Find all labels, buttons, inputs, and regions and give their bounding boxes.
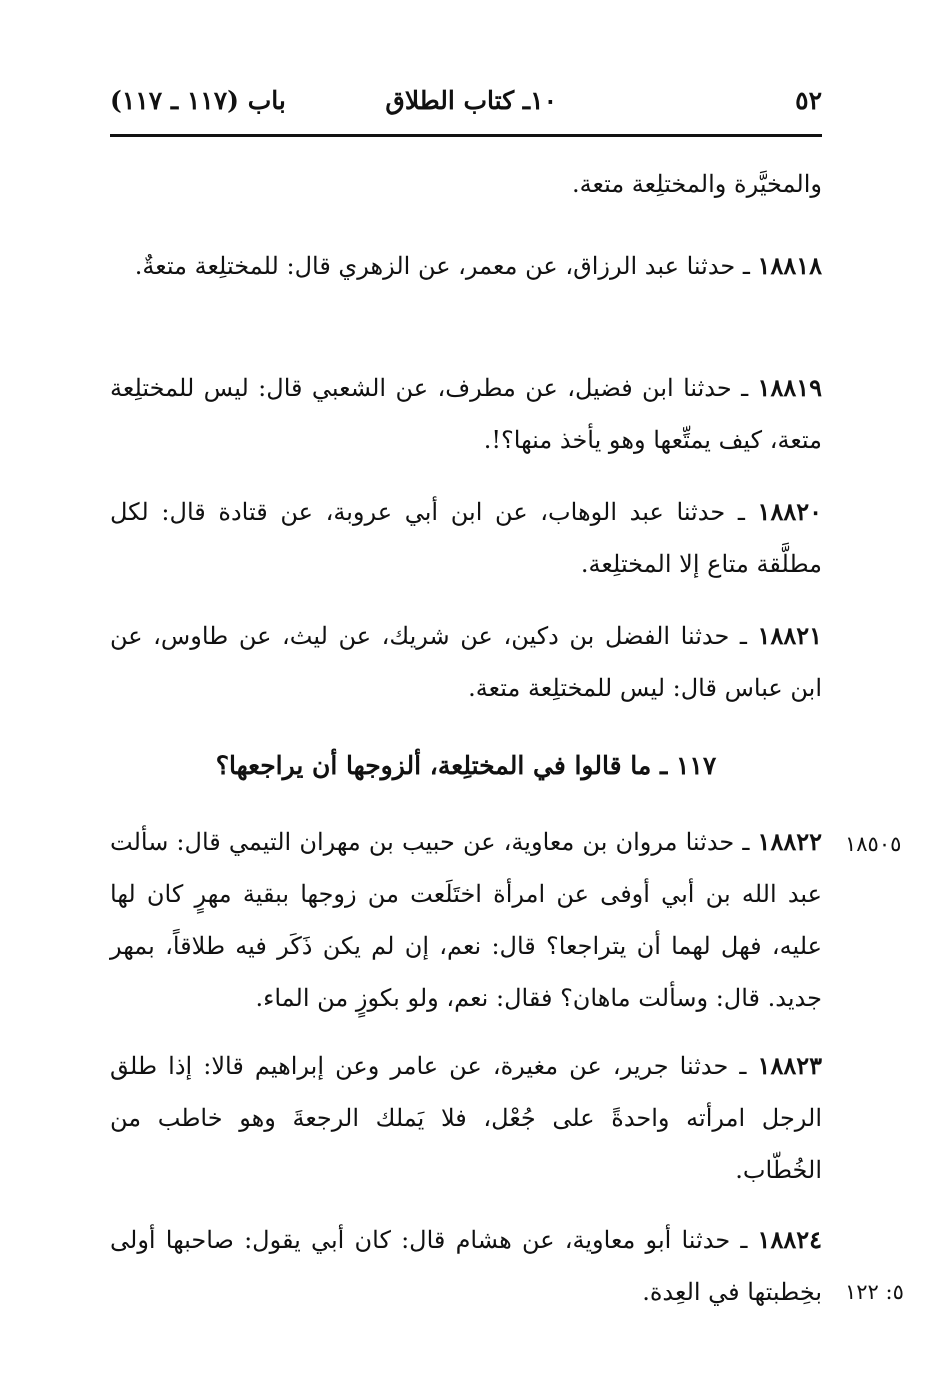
hadith-18822 [110,816,822,1024]
hadith-number: ١٨٨٢٠ [757,497,822,526]
hadith-text: ـ حدثنا الفضل بن دكين، عن شريك، عن ليث، عن طاوس، عن ابن عباس قال: ليس للمختلِعة متعة. [110,622,822,702]
book-title: ١٠ـ كتاب الطلاق [385,86,557,115]
hadith-number: ١٨٨٢١ [757,621,822,650]
page-header [110,78,822,128]
header-rule [110,134,822,137]
hadith-text: ـ حدثنا عبد الوهاب، عن ابن أبي عروبة، عن قتادة قال: لكل مطلَّقة متاع إلا المختلِعة. [110,498,822,578]
hadith-text: ـ حدثنا جرير، عن مغيرة، عن عامر وعن إبراهيم قالا: إذا طلق الرجل امرأته واحدةً على جُعْل، فلا يَملك الرجعةَ وهو خاطب من الخُطّاب. [110,1052,822,1184]
hadith-number: ١٨٨١٩ [757,373,822,402]
hadith-text: ـ حدثنا أبو معاوية، عن هشام قال: كان أبي يقول: صاحبها أولى بخِطبتها في العِدة. [110,1226,822,1306]
margin-reference: ١٨٥٠٥ [845,832,902,856]
margin-reference: ٥: ١٢٢ [845,1280,904,1304]
hadith-18820 [110,486,822,590]
hadith-number: ١٨٨٢٤ [757,1225,822,1254]
page-number: ٥٢ [795,86,822,115]
paragraph-continuation [110,158,822,210]
hadith-number: ١٨٨١٨ [757,251,822,280]
hadith-18819 [110,362,822,466]
hadith-number: ١٨٨٢٢ [757,827,822,856]
hadith-text: ـ حدثنا عبد الرزاق، عن معمر، عن الزهري قال: للمختلِعة متعةٌ. [134,252,758,280]
hadith-18823 [110,1040,822,1196]
hadith-18818 [110,240,822,292]
hadith-18821 [110,610,822,714]
chapter-label: باب (١١٧ ـ ١١٧) [110,86,286,115]
hadith-text: ـ حدثنا ابن فضيل، عن مطرف، عن الشعبي قال: ليس للمختلِعة متعة، كيف يمتِّعها وهو يأخذ منها؟!. [110,374,822,454]
hadith-text: ـ حدثنا مروان بن معاوية، عن حبيب بن مهران التيمي قال: سألت عبد الله بن أبي أوفى عن امرأة اختَلَعت من زوجها ببقية مهرٍ كان لها عليه، فهل لهما أن يتراجعا؟ قال: نعم، إن لم يكن ذَكَر فيه طلاقاً، بمهر جديد. قال: وسألت ماهان؟ فقال: نعم، ولو بكوزٍ من الماء. [110,828,822,1012]
paragraph-text: والمخيَّرة والمختلِعة متعة. [572,170,822,198]
hadith-number: ١٨٨٢٣ [757,1051,822,1080]
section-heading: ١١٧ ـ ما قالوا في المختلِعة، ألزوجها أن يراجعها؟ [215,751,717,780]
hadith-18824 [110,1214,822,1318]
